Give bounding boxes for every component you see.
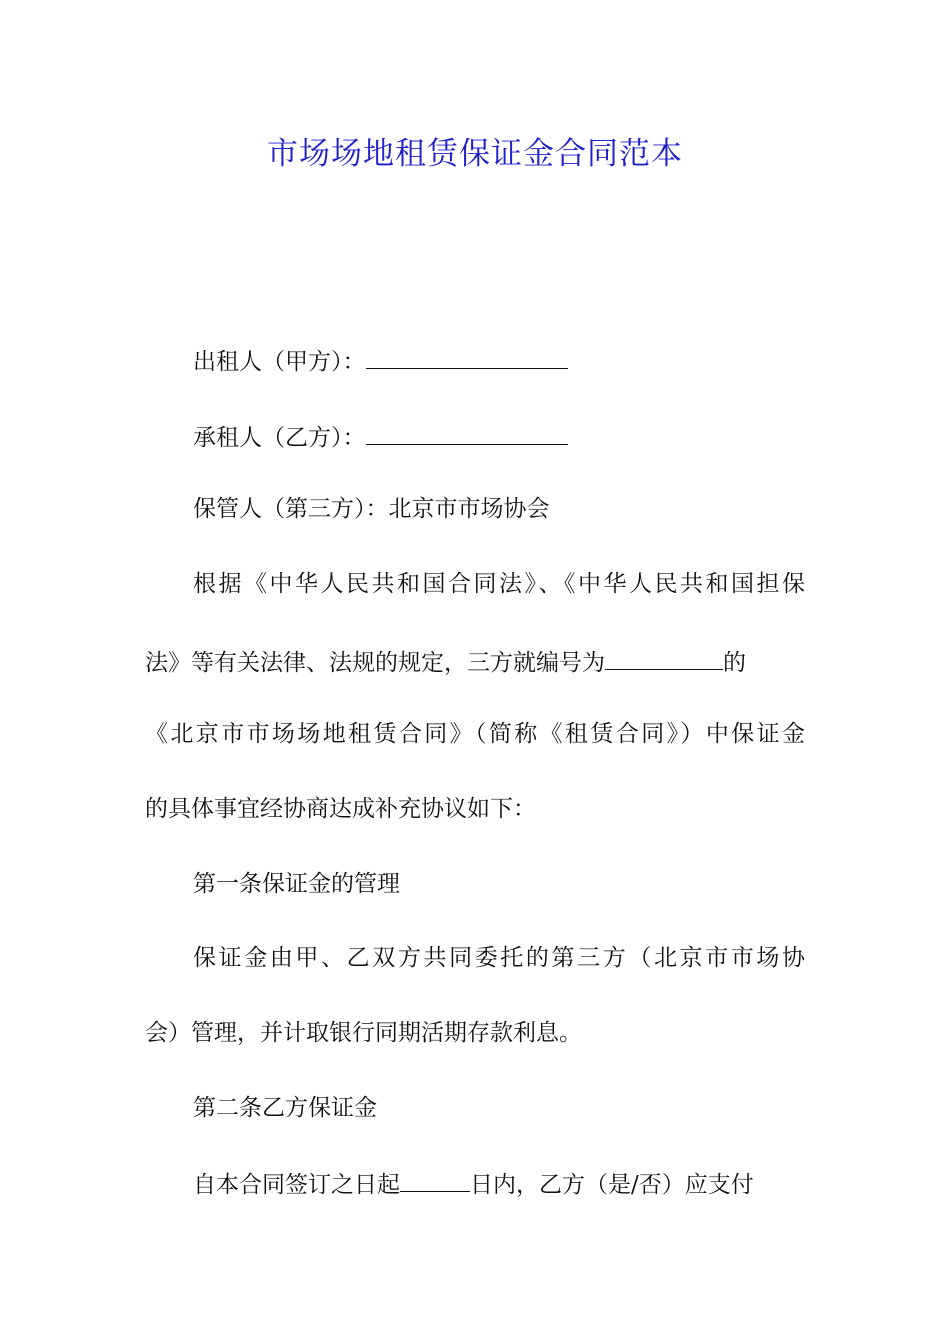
lessor-label: 出租人（甲方）： xyxy=(193,349,366,375)
lessee-label: 承租人（乙方）： xyxy=(193,425,366,451)
paragraph-1-line-2-text: 法》等有关法律、法规的规定，三方就编号为 xyxy=(145,650,605,676)
article-1-line-1: 保证金由甲、乙双方共同委托的第三方（北京市市场协 xyxy=(193,945,805,971)
lessee-line xyxy=(193,418,863,455)
article-1-line-2: 会）管理，并计取银行同期活期存款利息。 xyxy=(145,1020,582,1046)
paragraph-1-line-3: 《北京市市场场地租赁合同》（简称《租赁合同》）中保证金 xyxy=(145,721,805,747)
lessor-blank[interactable] xyxy=(366,342,568,369)
article-2-line-1 xyxy=(193,1165,863,1202)
lessee-blank[interactable] xyxy=(366,418,568,445)
paragraph-1-line-1: 根据《中华人民共和国合同法》、《中华人民共和国担保 xyxy=(193,571,805,597)
contract-number-blank[interactable] xyxy=(605,643,723,670)
custodian-line: 保管人（第三方）：北京市市场协会 xyxy=(193,496,550,522)
article-1-title: 第一条保证金的管理 xyxy=(193,871,400,897)
document-title: 市场场地租赁保证金合同范本 xyxy=(267,136,683,172)
paragraph-1-line-2-end: 的 xyxy=(723,650,746,676)
paragraph-1-line-4: 的具体事宜经协商达成补充协议如下： xyxy=(145,796,536,822)
paragraph-1-line-2 xyxy=(145,643,815,680)
article-2-line-1-end: 日内，乙方（是/否）应支付 xyxy=(470,1172,754,1198)
article-2-line-1-text: 自本合同签订之日起 xyxy=(193,1172,400,1198)
article-2-title: 第二条乙方保证金 xyxy=(193,1095,377,1121)
days-blank[interactable] xyxy=(400,1165,470,1192)
lessor-line xyxy=(193,342,863,379)
